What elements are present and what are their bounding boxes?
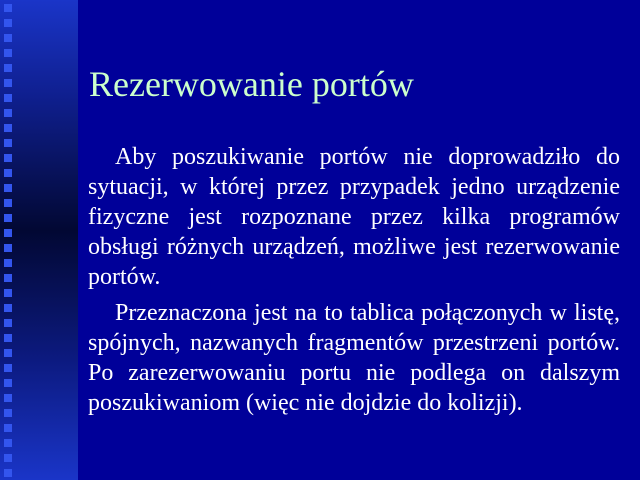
decorative-square <box>4 19 12 27</box>
decorative-square <box>4 49 12 57</box>
decorative-square <box>4 289 12 297</box>
decorative-square <box>4 154 12 162</box>
decorative-square <box>4 304 12 312</box>
decorative-square <box>4 214 12 222</box>
paragraph-2: Przeznaczona jest na to tablica połączonych w listę, spójnych, nazwanych fragmentów przestrzeni portów. Po zarezerwowaniu portu nie podlega on dalszym poszukiwaniom (więc nie dojdzie do kolizji). <box>88 300 620 416</box>
decorative-square <box>4 94 12 102</box>
paragraph-1: Aby poszukiwanie portów nie doprowadziło do sytuacji, w której przez przypadek jedno urządzenie fizyczne jest rozpoznane przez kilka programów obsługi różnych urządzeń, możliwe jest rezerwowanie portów. <box>88 144 620 290</box>
decorative-square <box>4 259 12 267</box>
decorative-square <box>4 79 12 87</box>
decorative-square <box>4 64 12 72</box>
decorative-square <box>4 364 12 372</box>
side-square-pattern <box>4 0 16 480</box>
decorative-square <box>4 274 12 282</box>
decorative-square <box>4 334 12 342</box>
decorative-square <box>4 349 12 357</box>
decorative-square <box>4 199 12 207</box>
decorative-square <box>4 139 12 147</box>
decorative-square <box>4 244 12 252</box>
decorative-square <box>4 109 12 117</box>
slide-body <box>88 142 620 424</box>
decorative-square <box>4 4 12 12</box>
decorative-square <box>4 319 12 327</box>
decorative-square <box>4 34 12 42</box>
decorative-square <box>4 124 12 132</box>
decorative-square <box>4 229 12 237</box>
decorative-square <box>4 169 12 177</box>
decorative-square <box>4 454 12 462</box>
decorative-square <box>4 424 12 432</box>
decorative-square <box>4 184 12 192</box>
decorative-square <box>4 394 12 402</box>
decorative-square <box>4 439 12 447</box>
slide-title: Rezerwowanie portów <box>89 64 414 104</box>
decorative-square <box>4 469 12 477</box>
decorative-square <box>4 409 12 417</box>
decorative-square <box>4 379 12 387</box>
